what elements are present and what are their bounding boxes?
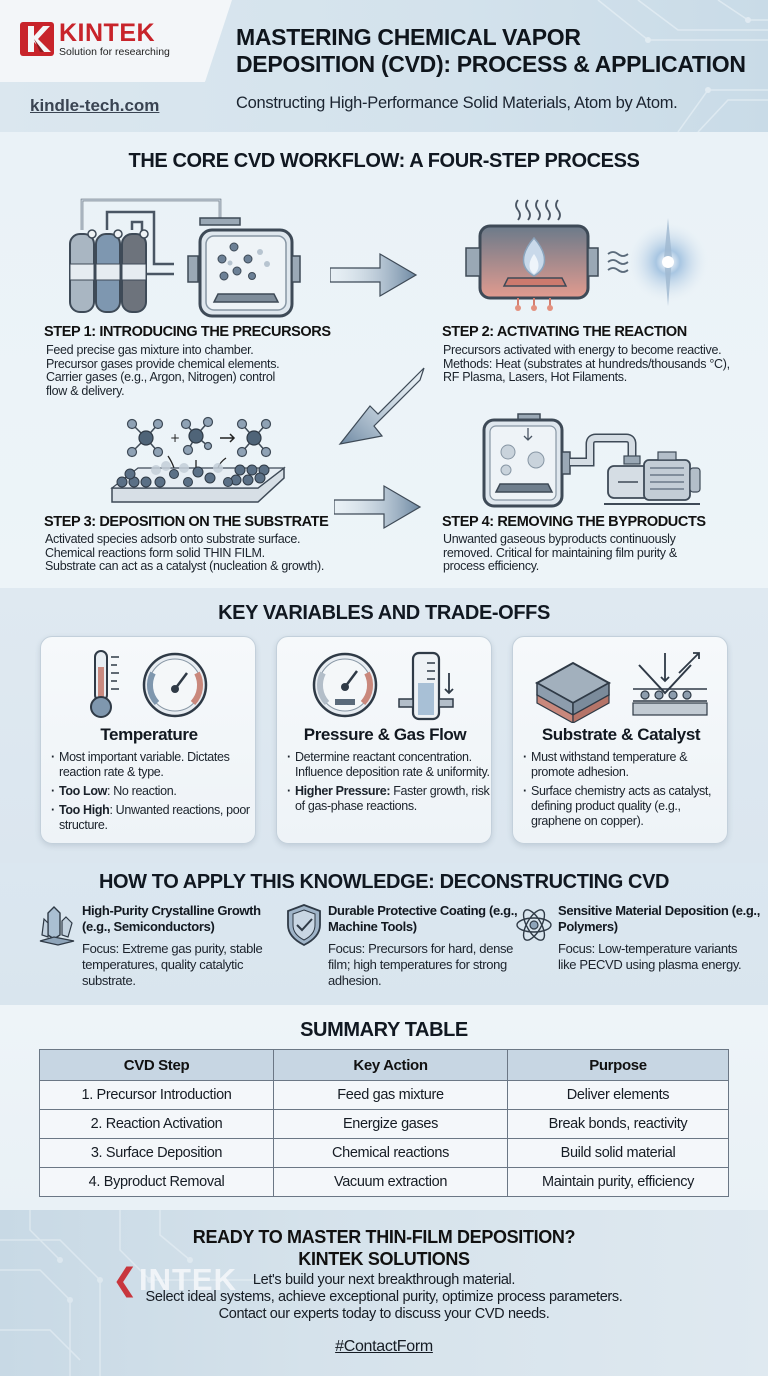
substrate-catalyst-icon	[513, 645, 729, 723]
vacuum-pump-icon	[478, 412, 708, 508]
cta-body-line: Let's build your next breakthrough material.	[252, 1272, 516, 1288]
kintek-k-mark-icon	[20, 22, 54, 56]
apply-item-body: Focus: Precursors for hard, dense film; high temperatures for strong adhesion.	[328, 941, 513, 988]
logo-tagline: Solution for researching	[59, 46, 170, 58]
step-2-line: RF Plasma, Lasers, Hot Filaments.	[443, 370, 627, 384]
heated-chamber-plasma-icon	[462, 198, 752, 318]
key-variables-title: KEY VARIABLES AND TRADE-OFFS	[218, 602, 550, 624]
step-2-line: Precursors activated with energy to become reactive.	[443, 343, 722, 357]
step-4-body	[443, 533, 677, 574]
cta-title-line-2: KINTEK SOLUTIONS	[298, 1249, 470, 1269]
table-cell: Maintain purity, efficiency	[508, 1168, 729, 1197]
apply-title: HOW TO APPLY THIS KNOWLEDGE: DECONSTRUCTING CVD	[98, 871, 670, 893]
column-header: Key Action	[274, 1050, 508, 1081]
variable-card-title: Pressure & Gas Flow	[303, 725, 467, 744]
table-cell: Feed gas mixture	[274, 1081, 508, 1110]
variable-card-bullets	[51, 750, 255, 837]
page-title	[236, 24, 766, 78]
column-header: CVD Step	[40, 1050, 274, 1081]
apply-item-body: Focus: Extreme gas purity, stable temperatures, quality catalytic substrate.	[82, 941, 263, 988]
table-cell: Deliver elements	[508, 1081, 729, 1110]
step-1-line: flow & delivery.	[46, 383, 125, 398]
table-cell: 3. Surface Deposition	[40, 1139, 274, 1168]
step-4-line: Unwanted gaseous byproducts continuously	[443, 532, 676, 546]
summary-table	[39, 1049, 729, 1197]
apply-item-title: Sensitive Material Deposition (e.g., Polymers)	[558, 903, 760, 934]
apply-item-title: High-Purity Crystalline Growth (e.g., Semiconductors)	[82, 903, 261, 934]
crystal-icon	[38, 903, 78, 947]
step-1-line: Carrier gases (e.g., Argon, Nitrogen) control	[46, 370, 275, 384]
step-3-line: Activated species adsorb onto substrate surface.	[45, 532, 301, 546]
page-title-line-1: MASTERING CHEMICAL VAPOR	[236, 24, 581, 50]
step-3-body	[45, 533, 324, 574]
arrow-down-left-icon	[336, 364, 430, 448]
table-cell: Break bonds, reactivity	[508, 1110, 729, 1139]
table-row	[40, 1139, 729, 1168]
step-4-line: removed. Critical for maintaining film purity &	[443, 545, 677, 560]
bullet-item: · Surface chemistry acts as catalyst, defining product quality (e.g., graphene on copper).	[523, 784, 727, 829]
call-to-action-section	[0, 1210, 768, 1376]
step-4-line: process efficiency.	[443, 559, 539, 573]
table-cell: 1. Precursor Introduction	[40, 1081, 274, 1110]
step-1-line: Precursor gases provide chemical elements.	[46, 356, 280, 371]
key-variables-section	[0, 588, 768, 863]
bullet-item: · Determine reactant concentration. Influence deposition rate & uniformity.	[287, 750, 491, 780]
cta-body-line: Contact our experts today to discuss your CVD needs.	[218, 1306, 550, 1322]
site-link[interactable]: kindle-tech.com	[30, 96, 160, 115]
table-cell: 4. Byproduct Removal	[40, 1168, 274, 1197]
variable-card-bullets	[523, 750, 727, 833]
svg-text:+: +	[170, 431, 181, 445]
step-3-title: STEP 3: DEPOSITION ON THE SUBSTRATE	[44, 514, 329, 530]
bullet-item: · Must withstand temperature & promote adhesion.	[523, 750, 727, 780]
bullet-item: · Too Low: No reaction.	[51, 784, 255, 799]
bullet-item: · Most important variable. Dictates reaction rate & type.	[51, 750, 255, 780]
pressure-gauge-flowmeter-icon	[277, 645, 493, 723]
workflow-section	[0, 132, 768, 588]
shield-check-icon	[284, 903, 324, 947]
arrow-right-icon	[330, 250, 420, 300]
thermometer-gauge-icon	[41, 645, 257, 723]
column-header: Purpose	[508, 1050, 729, 1081]
table-cell: Chemical reactions	[274, 1139, 508, 1168]
table-cell: Energize gases	[274, 1110, 508, 1139]
cta-title-line-1: READY TO MASTER THIN-FILM DEPOSITION?	[192, 1227, 576, 1247]
variable-card-bullets	[287, 750, 491, 818]
table-cell: Vacuum extraction	[274, 1168, 508, 1197]
step-3-line: Substrate can act as a catalyst (nucleation & growth).	[45, 559, 325, 573]
step-2-title: STEP 2: ACTIVATING THE REACTION	[442, 324, 687, 340]
cta-body-line: Select ideal systems, achieve exceptional purity, optimize process parameters.	[145, 1289, 623, 1305]
watermark-text: INTEK	[138, 1262, 237, 1297]
step-1-title: STEP 1: INTRODUCING THE PRECURSORS	[44, 324, 331, 340]
watermark-k-icon: ❮	[112, 1262, 139, 1297]
table-row	[40, 1168, 729, 1197]
table-header-row	[40, 1050, 729, 1081]
bullet-item: · Too High: Unwanted reactions, poor structure.	[51, 803, 255, 833]
summary-table-section	[0, 1005, 768, 1210]
bullet-item: · Higher Pressure: Faster growth, risk of gas-phase reactions.	[287, 784, 491, 814]
table-cell: 2. Reaction Activation	[40, 1110, 274, 1139]
atom-icon	[514, 903, 554, 947]
molecule-deposition-icon	[108, 412, 288, 508]
logo-name: KINTEK	[59, 19, 156, 47]
step-3-line: Chemical reactions form solid THIN FILM.	[45, 545, 265, 560]
kintek-logo[interactable]	[20, 19, 170, 59]
variable-card-pressure	[276, 636, 492, 844]
page-subtitle: Constructing High-Performance Solid Materials, Atom by Atom.	[236, 94, 678, 112]
workflow-title: THE CORE CVD WORKFLOW: A FOUR-STEP PROCESS	[128, 150, 640, 172]
step-4-title: STEP 4: REMOVING THE BYPRODUCTS	[442, 514, 706, 530]
step-1-line: Feed precise gas mixture into chamber.	[46, 343, 254, 357]
arrow-right-icon	[334, 482, 424, 532]
apply-item-title: Durable Protective Coating (e.g., Machine Tools)	[328, 903, 518, 934]
variable-card-title: Temperature	[100, 725, 198, 744]
step-2-body	[443, 344, 730, 385]
gas-cylinders-chamber-icon	[62, 192, 302, 322]
table-row	[40, 1081, 729, 1110]
table-cell: Build solid material	[508, 1139, 729, 1168]
page-title-line-2: DEPOSITION (CVD): PROCESS & APPLICATION	[236, 51, 746, 77]
apply-knowledge-section	[0, 863, 768, 1005]
table-row	[40, 1110, 729, 1139]
header	[0, 0, 768, 132]
variable-card-temperature	[40, 636, 256, 844]
summary-title: SUMMARY TABLE	[300, 1019, 468, 1041]
contact-form-link[interactable]: #ContactForm	[335, 1338, 433, 1355]
variable-card-substrate	[512, 636, 728, 844]
step-1-body	[46, 344, 279, 398]
apply-item-body: Focus: Low-temperature variants like PECVD using plasma energy.	[558, 941, 742, 972]
variable-card-title: Substrate & Catalyst	[541, 725, 701, 744]
step-2-line: Methods: Heat (substrates at hundreds/thousands °C),	[443, 356, 730, 371]
cta-body	[0, 1272, 768, 1323]
